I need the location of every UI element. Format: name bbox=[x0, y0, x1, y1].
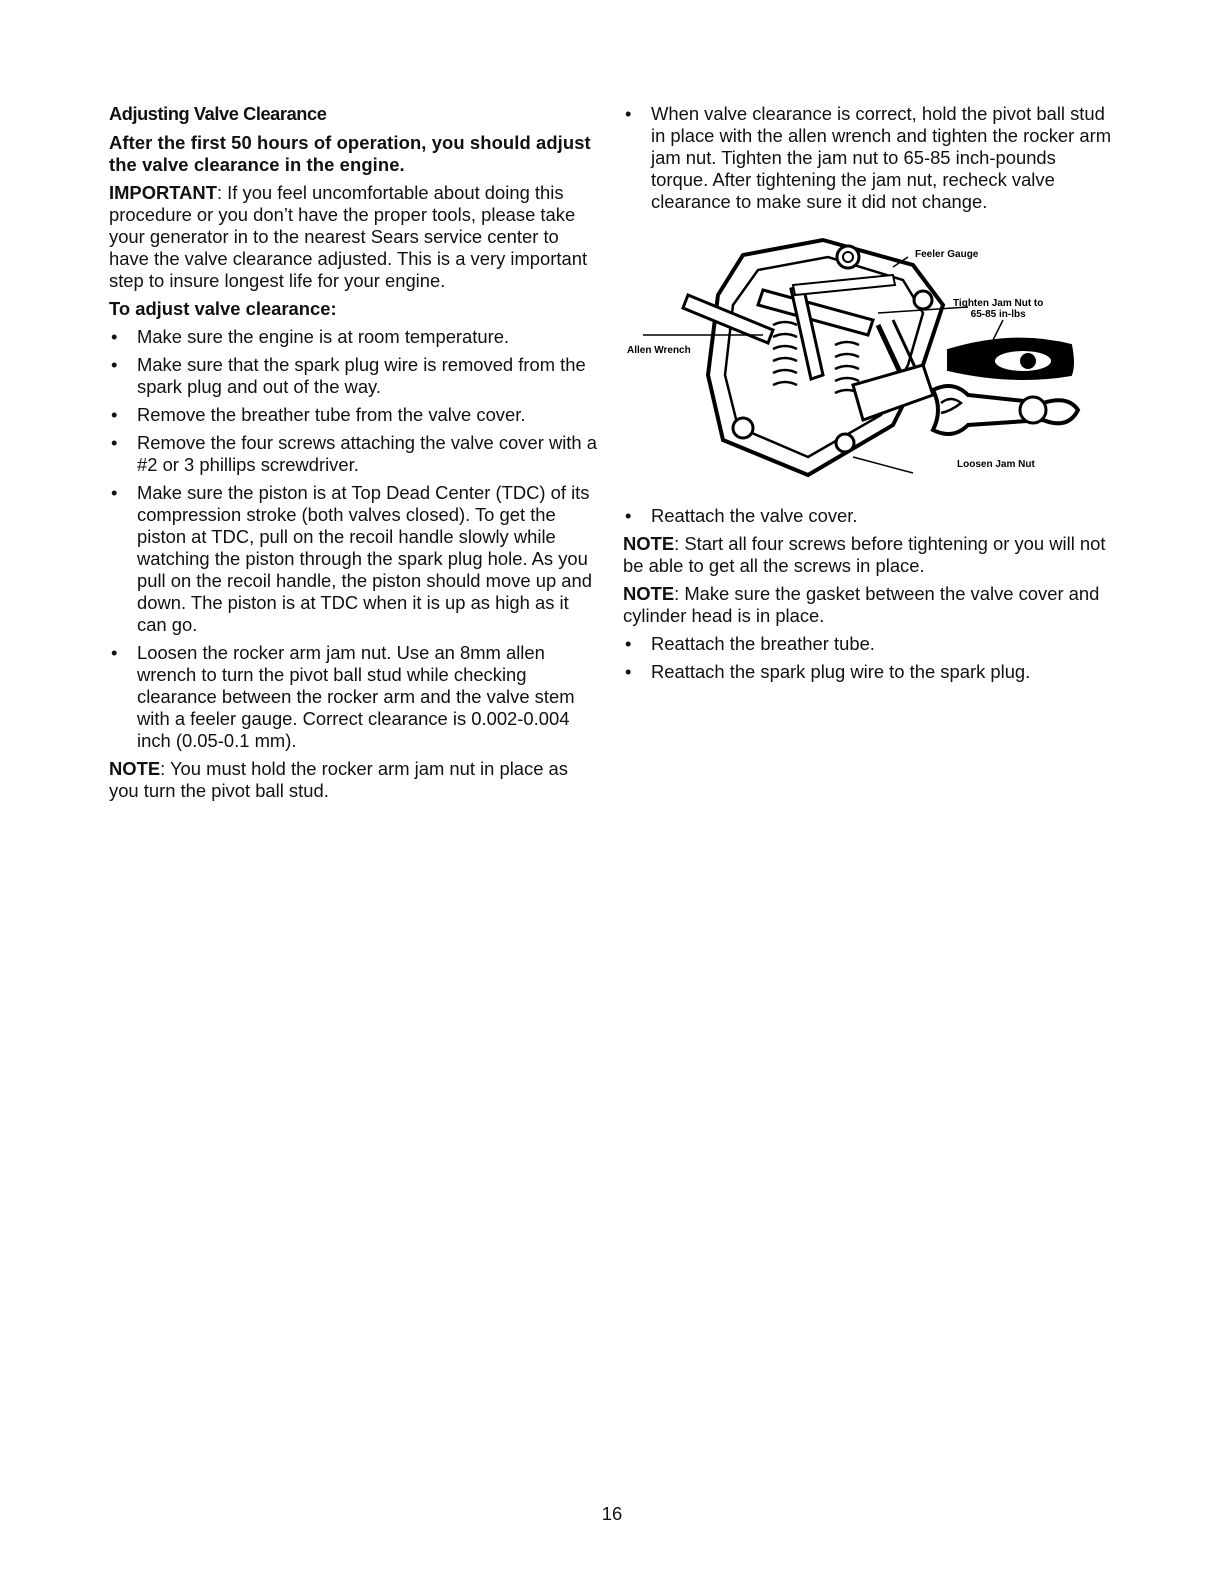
bullet-icon: • bbox=[111, 482, 118, 503]
tighten-jam-nut-line1: Tighten Jam Nut to bbox=[953, 298, 1044, 309]
section-title: Adjusting Valve Clearance bbox=[109, 104, 327, 124]
bullet-icon: • bbox=[111, 404, 118, 425]
list-item-text: Reattach the valve cover. bbox=[651, 505, 858, 526]
engine-valve-illustration bbox=[623, 225, 1083, 485]
list-item bbox=[623, 505, 1113, 527]
note-label: NOTE bbox=[623, 533, 675, 554]
note-text: : Make sure the gasket between the valve cover and cylinder head is in place. bbox=[623, 583, 1100, 626]
bullet-icon: • bbox=[625, 633, 632, 654]
list-item bbox=[109, 326, 599, 348]
list-item bbox=[109, 482, 599, 636]
procedure-subhead: To adjust valve clearance: bbox=[109, 298, 337, 319]
reattach-cover-list bbox=[623, 505, 1113, 527]
list-item bbox=[623, 103, 1113, 213]
tighten-jam-nut-label bbox=[953, 298, 1043, 320]
list-item-text: Remove the breather tube from the valve cover. bbox=[137, 404, 526, 425]
list-item-text: Make sure the piston is at Top Dead Center (TDC) of its compression stroke (both valves closed). To get the piston at TDC, pull on the recoil handle slowly while watching the piston through the spark plug hole. As you pull on the recoil handle, the piston should move up and down. The piston is at TDC when it is up as high as it can go. bbox=[137, 482, 592, 635]
reattach-list bbox=[623, 633, 1113, 683]
list-item bbox=[109, 354, 599, 398]
list-item bbox=[623, 661, 1113, 683]
note-text: : You must hold the rocker arm jam nut in place as you turn the pivot ball stud. bbox=[109, 758, 568, 801]
right-column bbox=[623, 103, 1113, 689]
bullet-icon: • bbox=[625, 505, 632, 526]
bullet-icon: • bbox=[111, 326, 118, 347]
list-item-text: Loosen the rocker arm jam nut. Use an 8mm allen wrench to turn the pivot ball stud while checking clearance between the rocker arm and the valve stem with a feeler gauge. Correct clearance is 0.002-0.004 inch (0.05-0.1 mm). bbox=[137, 642, 575, 751]
list-item bbox=[109, 432, 599, 476]
note-label: NOTE bbox=[623, 583, 675, 604]
important-label: IMPORTANT bbox=[109, 182, 217, 203]
bullet-icon: • bbox=[111, 432, 118, 453]
page-number: 16 bbox=[601, 1503, 623, 1524]
note-paragraph bbox=[109, 758, 599, 802]
bullet-icon: • bbox=[111, 642, 118, 663]
important-paragraph bbox=[109, 182, 599, 292]
important-text: : If you feel uncomfortable about doing this procedure or you don’t have the proper tools, please take your generator in to the nearest Sears service center to have the valve clearance adjusted. This is a very important step to insure longest life for your engine. bbox=[109, 182, 588, 291]
note-gasket-paragraph bbox=[623, 583, 1113, 627]
list-item-text: Make sure that the spark plug wire is removed from the spark plug and out of the way. bbox=[137, 354, 586, 397]
list-item-text: Make sure the engine is at room temperature. bbox=[137, 326, 510, 347]
note-label: NOTE bbox=[109, 758, 161, 779]
list-item bbox=[109, 642, 599, 752]
list-item-text: Remove the four screws attaching the valve cover with a #2 or 3 phillips screwdriver. bbox=[137, 432, 597, 475]
tighten-list bbox=[623, 103, 1113, 213]
list-item-text: Reattach the spark plug wire to the spark plug. bbox=[651, 661, 1031, 682]
note-screws-paragraph bbox=[623, 533, 1113, 577]
procedure-list bbox=[109, 326, 599, 752]
left-column bbox=[109, 103, 599, 808]
list-item bbox=[623, 633, 1113, 655]
bullet-icon: • bbox=[625, 103, 632, 124]
list-item-text: When valve clearance is correct, hold the pivot ball stud in place with the allen wrench and tighten the rocker arm jam nut. Tighten the jam nut to 65-85 inch-pounds torque. After tightening the jam nut, recheck valve clearance to make sure it did not change. bbox=[651, 103, 1112, 212]
valve-adjustment-figure bbox=[623, 225, 1083, 485]
tighten-jam-nut-line2: 65-85 in-lbs bbox=[970, 309, 1026, 320]
note-text: : Start all four screws before tightening or you will not be able to get all the screws in place. bbox=[623, 533, 1106, 576]
list-item bbox=[109, 404, 599, 426]
lead-paragraph: After the first 50 hours of operation, you should adjust the valve clearance in the engine. bbox=[109, 132, 591, 175]
feeler-gauge-label: Feeler Gauge bbox=[915, 249, 979, 260]
list-item-text: Reattach the breather tube. bbox=[651, 633, 875, 654]
bullet-icon: • bbox=[625, 661, 632, 682]
loosen-jam-nut-label: Loosen Jam Nut bbox=[957, 459, 1035, 470]
allen-wrench-label: Allen Wrench bbox=[627, 345, 691, 356]
bullet-icon: • bbox=[111, 354, 118, 375]
